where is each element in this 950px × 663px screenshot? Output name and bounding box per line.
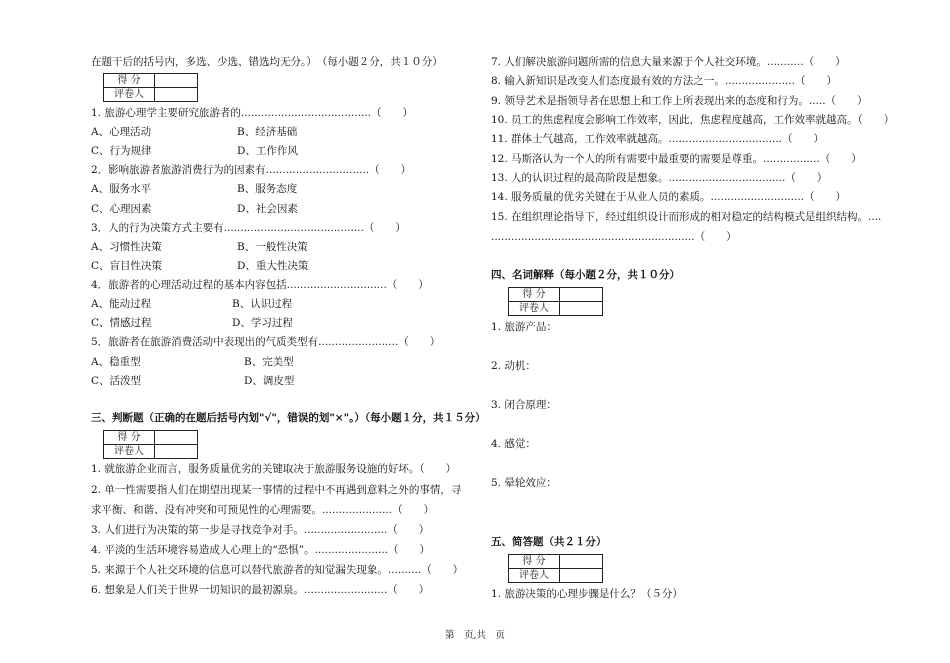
grader-label: 评卷人 [104,88,155,102]
judge-item-2: 2. 单一性需要指人们在期望出现某一事情的过程中不再遇到意料之外的事情，寻 [91,484,462,496]
mc-question-4: 4．旅游者的心理活动过程的基本内容包括..............................（ ） [91,279,429,291]
judge-item-15-cont: .............................................................（ ） [491,231,737,243]
term-5: 5. 晕轮效应： [491,477,557,489]
judge-item-9: 9. 领导艺术是指领导者在思想上和工作上所表现出来的态度和行为。.....（ ） [491,95,868,107]
grader-cell[interactable] [155,445,198,459]
mc-option-4a: A、能动过程 [91,298,152,310]
mc-option-5a: A、稳重型 [91,356,141,368]
grader-cell[interactable] [560,569,603,583]
mc-option-2c: C、心理因素 [91,203,152,215]
judge-item-12: 12. 马斯洛认为一个人的所有需要中最重要的需要是尊重。.................（ ） [491,153,862,165]
mc-option-2d: D、社会因素 [237,203,298,215]
score-box-terms [508,287,603,316]
short-answer-heading: 五、简答题（共２１分） [491,536,607,548]
term-2: 2. 动机： [491,360,536,372]
short-question-1: 1. 旅游决策的心理步骤是什么？（５分） [491,588,683,600]
judge-item-3: 3. 人们进行为决策的第一步是寻找竞争对手。.........................（ ） [91,524,430,536]
mc-option-2b: B、服务态度 [237,183,298,195]
score-cell[interactable] [155,74,198,88]
judge-item-15: 15. 在组织理论指导下，经过组织设计而形成的相对稳定的结构模式是组织结构。.... [491,211,882,223]
judge-item-11: 11. 群体士气越高，工作效率就越高。..................................（ ） [491,133,825,145]
grader-label: 评卷人 [509,569,560,583]
score-label: 得 分 [509,288,560,302]
mc-option-1a: A、心理活动 [91,126,152,138]
score-cell[interactable] [155,431,198,445]
term-4: 4. 感觉： [491,438,536,450]
judge-item-10: 10. 员工的焦虑程度会影响工作效率，因此，焦虑程度越高，工作效率就越高。（ ） [491,114,895,126]
mc-option-5d: D、调皮型 [244,375,295,387]
score-box-judge [103,430,198,459]
judge-item-4: 4. 平淡的生活环境容易造成人心理上的“恐惧”。......................（ ） [91,544,431,556]
terms-heading: 四、名词解释（每小题２分，共１０分） [491,269,680,281]
mc-option-5b: B、完美型 [244,356,294,368]
judge-item-7: 7. 人们解决旅游问题所需的信息大量来源于个人社交环境。...........（ ） [491,56,846,68]
mc-option-4d: D、学习过程 [232,317,293,329]
mc-option-1c: C、行为规律 [91,145,152,157]
judge-item-5: 5. 来源于个人社交环境的信息可以替代旅游者的知觉漏失现象。..........（ ） [91,564,464,576]
mc-question-5: 5．旅游者在旅游消费活动中表现出的气质类型有........................（ ） [91,336,441,348]
score-label: 得 分 [104,74,155,88]
score-box-short [508,554,603,583]
mc-question-2: 2．影响旅游者旅游消费行为的因素有...............................（ ） [91,164,412,176]
mc-question-3: 3．人的行为决策方式主要有..........................................（ ） [91,222,406,234]
mc-option-2a: A、服务水平 [91,183,152,195]
mc-option-4b: B、认识过程 [232,298,293,310]
judge-item-1: 1. 就旅游企业而言，服务质量优劣的关键取决于旅游服务设施的好坏。（ ） [91,463,457,475]
score-cell[interactable] [560,555,603,569]
mc-option-3c: C、盲目性决策 [91,260,163,272]
mc-option-1d: D、工作作风 [237,145,298,157]
mc-option-3d: D、重大性决策 [237,260,309,272]
judge-item-14: 14. 服务质量的优劣关键在于从业人员的素质。............................（ ） [491,191,846,203]
grader-cell[interactable] [155,88,198,102]
term-1: 1. 旅游产品： [491,321,557,333]
score-cell[interactable] [560,288,603,302]
term-3: 3. 闭合原理： [491,399,557,411]
judge-item-6: 6. 想象是人们关于世界一切知识的最初源泉。.........................（ ） [91,584,430,596]
score-label: 得 分 [509,555,560,569]
page-footer: 第 页,共 页 [444,630,506,641]
mc-option-4c: C、情感过程 [91,317,152,329]
mc-instructions: 在题干后的括号内，多选、少选、错选均无分。） （每小题２分，共１０分） [91,56,443,68]
judge-item-8: 8. 输入新知识是改变人们态度最有效的方法之一。.....................（ ） [491,75,837,87]
judge-item-13: 13. 人的认识过程的最高阶段是想象。...................................（ ） [491,172,828,184]
judge-heading: 三、判断题（正确的在题后括号内划"√"，错误的划"×"。）（每小题１分，共１５分） [91,412,486,424]
mc-option-3a: A、习惯性决策 [91,241,162,253]
judge-item-2-cont: 求平衡、和谐、没有冲突和可预见性的心理需要。.....................（ ） [91,504,435,516]
mc-option-5c: C、活泼型 [91,375,142,387]
mc-option-1b: B、经济基础 [237,126,298,138]
grader-label: 评卷人 [104,445,155,459]
grader-label: 评卷人 [509,302,560,316]
grader-cell[interactable] [560,302,603,316]
score-box-mc [103,73,198,102]
mc-option-3b: B、一般性决策 [237,241,308,253]
score-label: 得 分 [104,431,155,445]
mc-question-1: 1. 旅游心理学主要研究旅游者的.......................................（ ） [91,107,414,119]
